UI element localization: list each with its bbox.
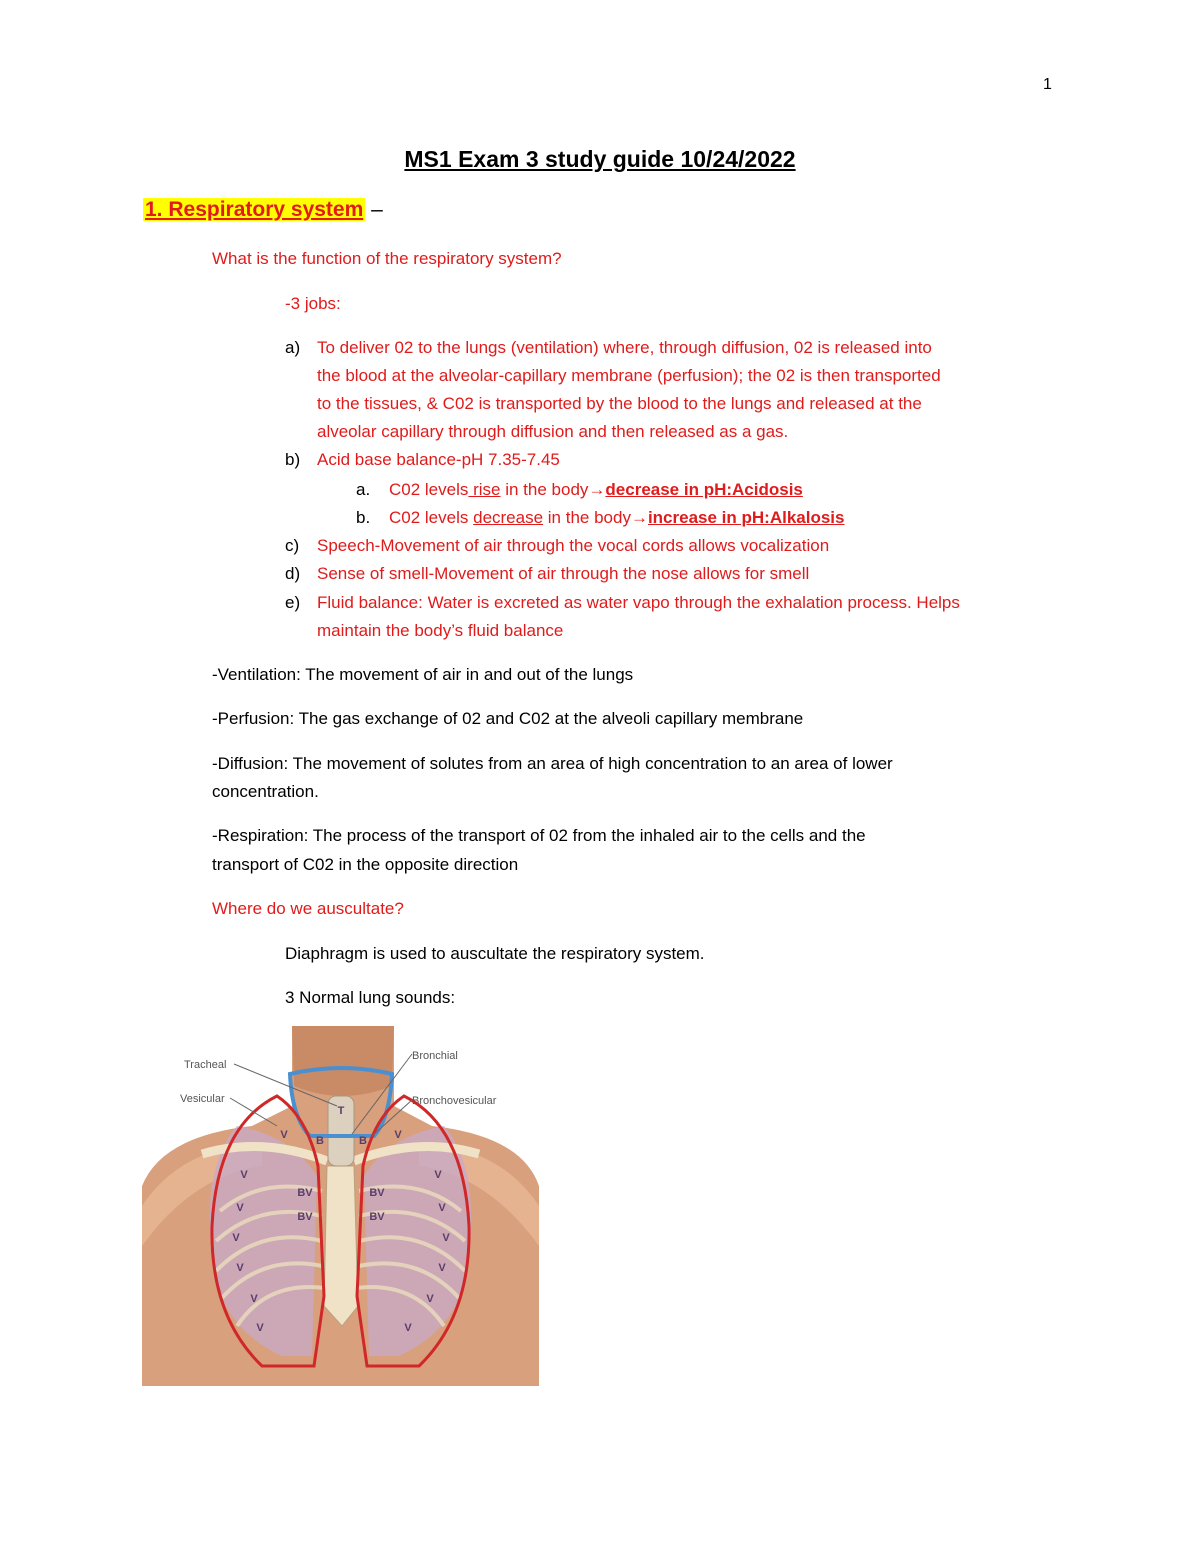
arrow-right-icon: →	[588, 480, 606, 499]
marker-v-1: V	[280, 1129, 288, 1141]
label-bronchovesicular: Bronchovesicular	[412, 1095, 497, 1107]
definition-ventilation: -Ventilation: The movement of air in and out of the lungs	[212, 665, 634, 684]
marker-v-2: V	[394, 1129, 402, 1141]
job-a-line-1: To deliver 02 to the lungs (ventilation) where, through diffusion, 02 is released into	[317, 338, 932, 357]
definition-respiration-2: transport of C02 in the opposite direction	[212, 855, 519, 874]
page-number: 1	[1043, 76, 1052, 93]
job-d-line-1: Sense of smell-Movement of air through the nose allows for smell	[317, 564, 810, 583]
marker-bv-1: BV	[297, 1187, 313, 1199]
lung-sounds-label: 3 Normal lung sounds:	[285, 988, 456, 1007]
sub-b-pre: C02 levels	[389, 508, 474, 527]
sub-b-result: increase in pH:Alkalosis	[647, 508, 845, 527]
marker-b-right: B	[359, 1135, 367, 1147]
job-c-line-1: Speech-Movement of air through the vocal cords allows vocalization	[317, 536, 830, 555]
sub-b-text	[389, 504, 844, 532]
sub-a-mid: in the body	[500, 480, 589, 499]
marker-bv-3: BV	[369, 1187, 385, 1199]
job-a-line-3: to the tissues, & C02 is transported by the blood to the lungs and released at the	[317, 394, 922, 413]
marker-bv-4: BV	[369, 1211, 385, 1223]
label-tracheal: Tracheal	[184, 1059, 227, 1071]
marker-v-10: V	[438, 1262, 446, 1274]
definition-diffusion-2: concentration.	[212, 782, 319, 801]
marker-b-left: B	[316, 1135, 324, 1147]
marker-bv-2: BV	[297, 1211, 313, 1223]
sub-a-marker: a.	[356, 480, 371, 499]
definition-diffusion-1: -Diffusion: The movement of solutes from an area of high concentration to an area of lower	[212, 754, 893, 773]
marker-v-13: V	[256, 1322, 264, 1334]
job-a-marker: a)	[285, 338, 301, 357]
lung-sounds-illustration	[142, 1026, 539, 1386]
job-e-marker: e)	[285, 593, 301, 612]
sub-b-marker: b.	[356, 508, 371, 527]
sub-a-pre: C02 levels	[389, 480, 469, 499]
job-a-line-4: alveolar capillary through diffusion and then released as a gas.	[317, 422, 789, 441]
document-title: MS1 Exam 3 study guide 10/24/2022	[404, 146, 796, 172]
job-e-line-1: Fluid balance: Water is excreted as water vapo through the exhalation process. Helps	[317, 593, 960, 612]
marker-v-12: V	[426, 1293, 434, 1305]
sub-a-text	[389, 476, 803, 504]
marker-v-3: V	[240, 1169, 248, 1181]
label-bronchial: Bronchial	[412, 1050, 458, 1062]
job-c-marker: c)	[285, 536, 300, 555]
auscultate-note: Diaphragm is used to auscultate the respiratory system.	[285, 944, 705, 963]
jobs-label: -3 jobs:	[285, 294, 341, 313]
marker-v-7: V	[232, 1232, 240, 1244]
section-dash: –	[371, 198, 383, 221]
job-e-line-2: maintain the body’s fluid balance	[317, 621, 564, 640]
marker-t: T	[337, 1105, 345, 1117]
arrow-right-icon: →	[630, 508, 648, 527]
label-vesicular: Vesicular	[180, 1093, 225, 1105]
marker-v-14: V	[404, 1322, 412, 1334]
question-function: What is the function of the respiratory system?	[212, 249, 562, 268]
marker-v-4: V	[434, 1169, 442, 1181]
marker-v-6: V	[438, 1202, 446, 1214]
sub-b-key: decrease	[473, 508, 544, 527]
marker-v-11: V	[250, 1293, 258, 1305]
sub-a-key: rise	[468, 480, 501, 499]
definition-perfusion: -Perfusion: The gas exchange of 02 and C02 at the alveoli capillary membrane	[212, 709, 804, 728]
sub-a-result: decrease in pH:Acidosis	[605, 480, 803, 499]
section-label: 1. Respiratory system	[145, 198, 364, 221]
marker-v-5: V	[236, 1202, 244, 1214]
definition-respiration-1: -Respiration: The process of the transport of 02 from the inhaled air to the cells and the	[212, 826, 866, 845]
sub-b-mid: in the body	[543, 508, 631, 527]
job-b-marker: b)	[285, 450, 301, 469]
question-auscultate: Where do we auscultate?	[212, 899, 404, 918]
section-heading	[143, 198, 383, 222]
job-a-line-2: the blood at the alveolar-capillary membrane (perfusion); the 02 is then transported	[317, 366, 941, 385]
marker-v-9: V	[236, 1262, 244, 1274]
job-d-marker: d)	[285, 564, 301, 583]
job-b-line-1: Acid base balance-pH 7.35-7.45	[317, 450, 560, 469]
marker-v-8: V	[442, 1232, 450, 1244]
